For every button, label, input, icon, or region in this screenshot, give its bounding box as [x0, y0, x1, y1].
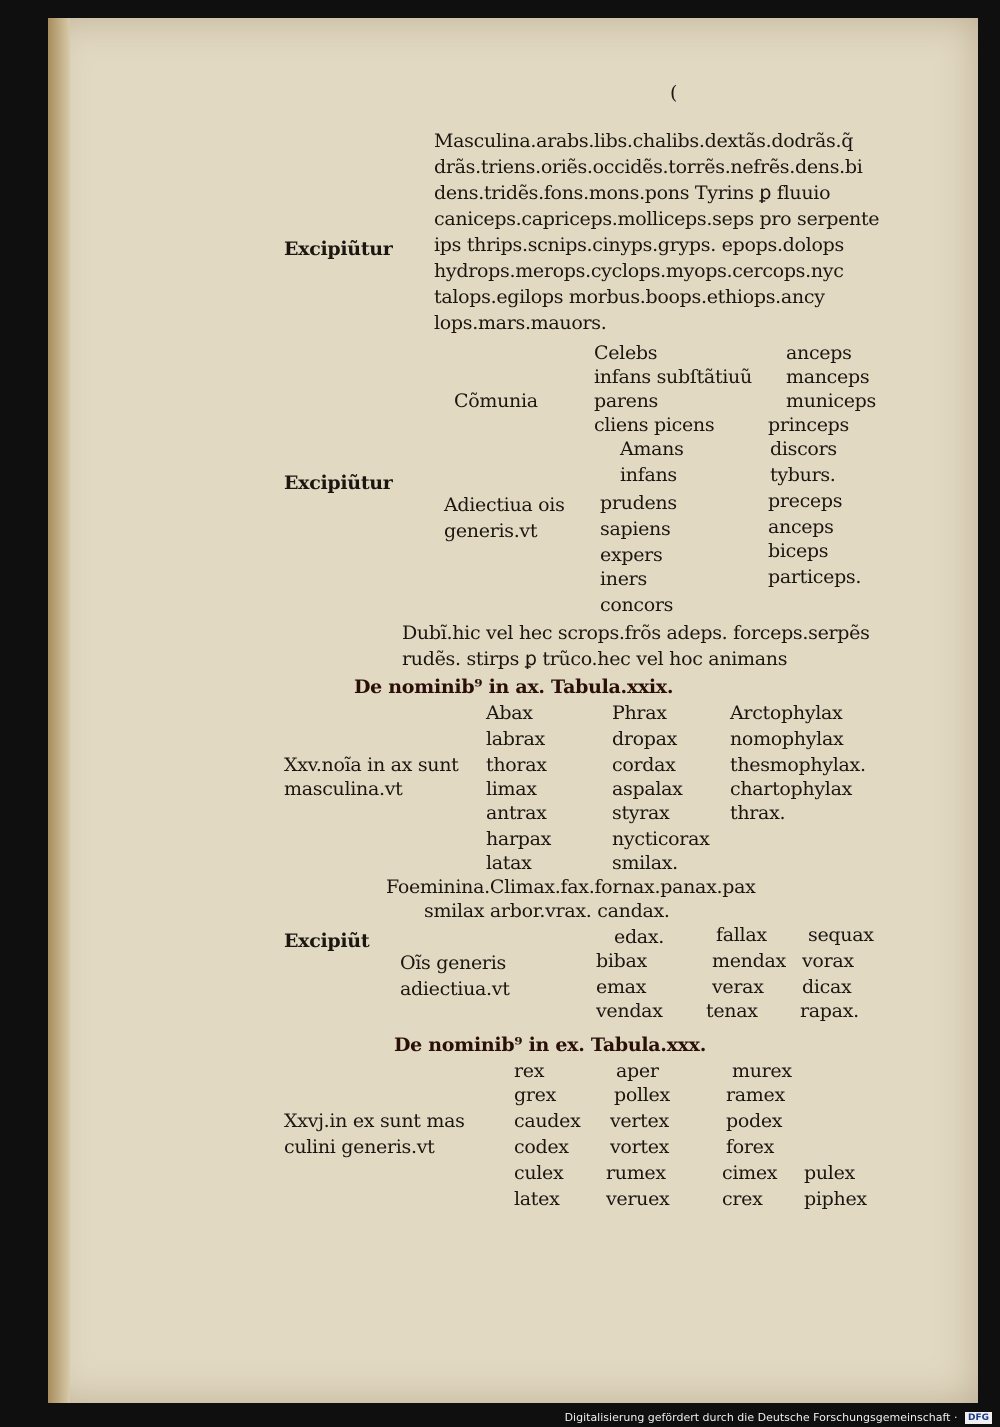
word: particeps. [768, 566, 862, 588]
word: grex [514, 1084, 557, 1106]
word: iners [600, 568, 647, 590]
word: pollex [614, 1084, 670, 1106]
word: sequax [808, 924, 874, 946]
word: smilax. [612, 852, 678, 874]
word: caudex [514, 1110, 581, 1132]
tabula-label: Oĩs generis [400, 952, 506, 974]
word: Amans [620, 438, 684, 460]
word: mendax [712, 950, 786, 972]
text-line: caniceps.capriceps.molliceps.seps pro serpente [434, 208, 880, 230]
word: sapiens [600, 518, 671, 540]
word: thorax [486, 754, 547, 776]
word: fallax [716, 924, 767, 946]
word: expers [600, 544, 663, 566]
word: thesmophylax. [730, 754, 866, 776]
word: veruex [606, 1188, 670, 1210]
word: nomophylax [730, 728, 844, 750]
word: tenax [706, 1000, 758, 1022]
word: aspalax [612, 778, 683, 800]
word: rapax. [800, 1000, 859, 1022]
page-mark: ( [670, 82, 678, 104]
tabula-label: Xxvj.in ex sunt mas [284, 1110, 465, 1132]
word: bibax [596, 950, 647, 972]
word: rumex [606, 1162, 666, 1184]
margin-label: Excipiũt [284, 930, 370, 952]
word: latax [486, 852, 532, 874]
text-line: Foeminina.Climax.fax.fornax.panax.pax [386, 876, 756, 898]
word: cliens picens [594, 414, 715, 436]
margin-label: Excipiũtur [284, 472, 393, 494]
word: parens [594, 390, 659, 412]
word: piphex [804, 1188, 867, 1210]
word: manceps [786, 366, 870, 388]
footer-text: Digitalisierung gefördert durch die Deutsche Forschungsgemeinschaft · [564, 1411, 958, 1424]
word: Phrax [612, 702, 667, 724]
adiectiua-label: generis.vt [444, 520, 538, 542]
scanned-page [48, 18, 978, 1403]
word: vendax [596, 1000, 663, 1022]
word: dropax [612, 728, 678, 750]
text-line: ips thrips.scnips.cinyps.gryps. epops.dolops [434, 234, 844, 256]
word: municeps [786, 390, 876, 412]
word: Abax [486, 702, 533, 724]
tabula-label: Xxv.noĩa in ax sunt [284, 754, 459, 776]
word: latex [514, 1188, 560, 1210]
text-line: hydrops.merops.cyclops.myops.cercops.nyc [434, 260, 844, 282]
word: pulex [804, 1162, 855, 1184]
tabula-label: adiectiua.vt [400, 978, 510, 1000]
word: Celebs [594, 342, 658, 364]
footer-bar [0, 1409, 1000, 1427]
word: forex [726, 1136, 775, 1158]
tabula-heading: De nominib⁹ in ex. Tabula.xxx. [394, 1034, 707, 1056]
word: crex [722, 1188, 763, 1210]
word: verax [712, 976, 764, 998]
word: rex [514, 1060, 545, 1082]
text-line: talops.egilops morbus.boops.ethiops.ancy [434, 286, 825, 308]
word: princeps [768, 414, 849, 436]
word: ramex [726, 1084, 785, 1106]
word: labrax [486, 728, 545, 750]
word: chartophylax [730, 778, 853, 800]
communia-label: Cõmunia [454, 390, 538, 412]
tabula-heading: De nominib⁹ in ax. Tabula.xxix. [354, 676, 674, 698]
margin-label: Excipiũtur [284, 238, 393, 260]
text-line: drãs.triens.oriẽs.occidẽs.torrẽs.nefrẽs.dens.bi [434, 156, 863, 178]
word: thrax. [730, 802, 786, 824]
text-line: Dubĩ.hic vel hec scrops.frõs adeps. forceps.serpẽs [402, 622, 870, 644]
word: discors [770, 438, 837, 460]
word: Arctophylax [730, 702, 843, 724]
text-line: Masculina.arabs.libs.chalibs.dextãs.dodrãs.q̃ [434, 130, 854, 152]
word: concors [600, 594, 674, 616]
word: murex [732, 1060, 792, 1082]
word: preceps [768, 490, 843, 512]
word: vertex [610, 1110, 669, 1132]
word: emax [596, 976, 647, 998]
word: tyburs. [770, 464, 836, 486]
word: edax. [614, 926, 664, 948]
tabula-label: culini generis.vt [284, 1136, 435, 1158]
adiectiua-label: Adiectiua ois [444, 494, 565, 516]
word: cimex [722, 1162, 778, 1184]
word: cordax [612, 754, 676, 776]
word: vorax [802, 950, 854, 972]
tabula-label: masculina.vt [284, 778, 403, 800]
text-line: smilax arbor.vrax. candax. [424, 900, 670, 922]
word: podex [726, 1110, 783, 1132]
word: harpax [486, 828, 552, 850]
word: nycticorax [612, 828, 710, 850]
word: anceps [768, 516, 834, 538]
word: biceps [768, 540, 829, 562]
word: vortex [610, 1136, 670, 1158]
word: antrax [486, 802, 547, 824]
word: prudens [600, 492, 677, 514]
word: infans [620, 464, 677, 486]
word: codex [514, 1136, 569, 1158]
text-line: rudẽs. stirps ꝑ trũco.hec vel hoc animans [402, 648, 788, 670]
word: styrax [612, 802, 670, 824]
text-line: dens.tridẽs.fons.mons.pons Tyrins ꝑ fluuio [434, 182, 831, 204]
word: anceps [786, 342, 852, 364]
text-line: lops.mars.mauors. [434, 312, 607, 334]
dfg-logo: DFG [965, 1412, 992, 1424]
word: aper [616, 1060, 659, 1082]
word: culex [514, 1162, 564, 1184]
word: limax [486, 778, 537, 800]
word: infans subſtãtiuũ [594, 366, 752, 388]
word: dicax [802, 976, 852, 998]
